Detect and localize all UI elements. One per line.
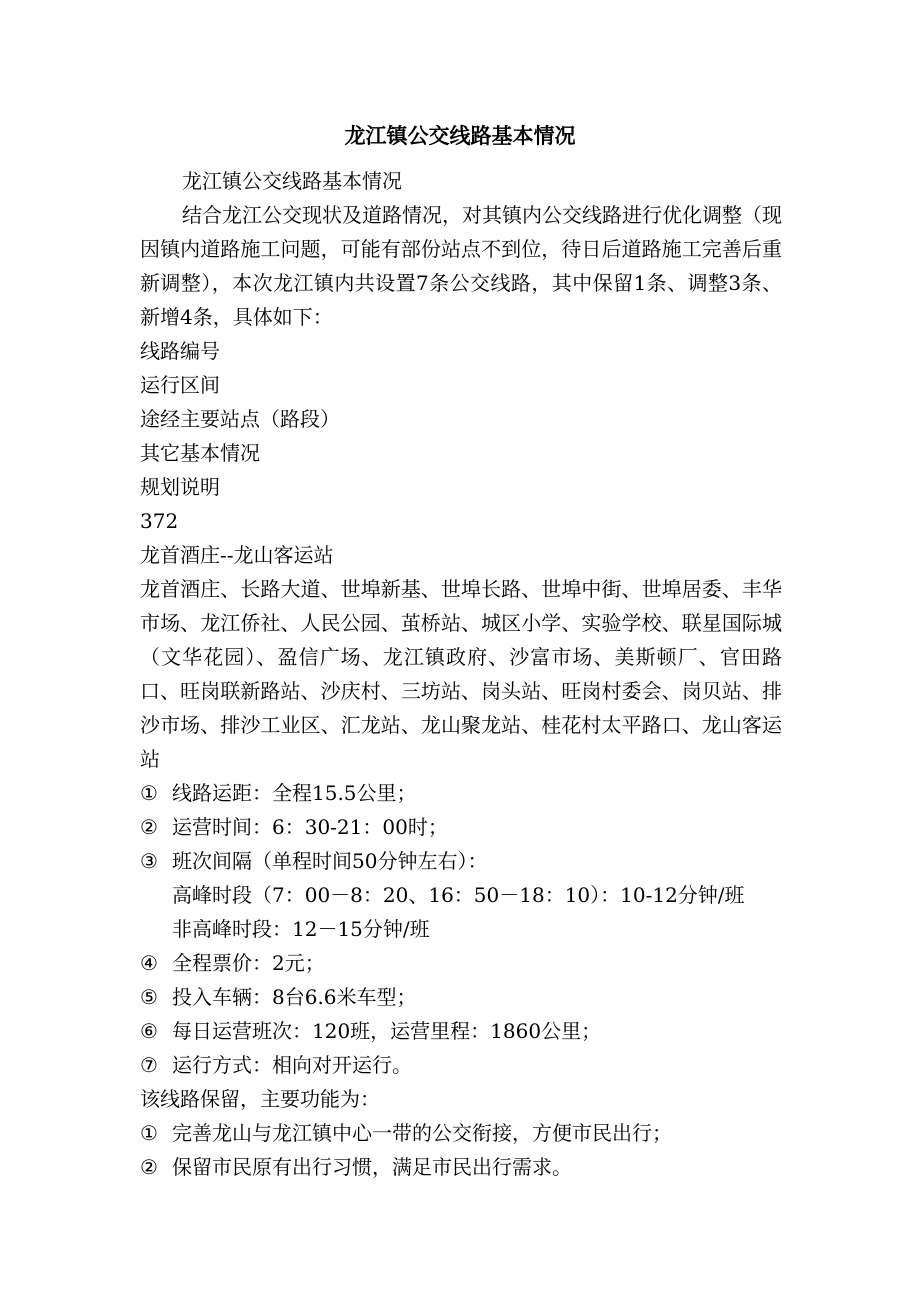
header-plan: 规划说明 <box>140 475 220 499</box>
plan-item <box>140 1116 782 1150</box>
plan-marker: ② <box>140 1155 158 1179</box>
header-stops: 途经主要站点（路段） <box>140 407 340 431</box>
detail-marker: ③ <box>140 849 158 873</box>
route-number: 372 <box>140 509 179 533</box>
detail-marker: ⑥ <box>140 1019 158 1043</box>
detail-item <box>140 776 782 810</box>
detail-text: 运营时间：6：30-21：00时； <box>172 815 448 839</box>
intro-paragraph: 结合龙江公交现状及道路情况，对其镇内公交线路进行优化调整（现因镇内道路施工问题，可能有部份站点不到位，待日后道路施工完善后重新调整），本次龙江镇内共设置7条公交线路，其中保留1条、调整3条、新增4条，具体如下： <box>140 203 782 329</box>
detail-item <box>140 810 782 844</box>
document-body <box>140 164 782 1184</box>
offpeak-interval: 非高峰时段：12－15分钟/班 <box>172 917 430 941</box>
detail-item <box>140 946 782 980</box>
route-interval: 龙首酒庄--龙山客运站 <box>140 543 334 567</box>
header-other-info: 其它基本情况 <box>140 441 260 465</box>
plan-item <box>140 1150 782 1184</box>
detail-text: 班次间隔（单程时间50分钟左右）： <box>172 849 488 873</box>
header-route-number: 线路编号 <box>140 339 220 363</box>
header-interval: 运行区间 <box>140 373 220 397</box>
detail-item <box>140 1014 782 1048</box>
peak-interval: 高峰时段（7：00－8：20、16：50－18：10）：10-12分钟/班 <box>172 883 745 907</box>
detail-text: 运行方式：相向对开运行。 <box>172 1053 412 1077</box>
route-stops: 龙首酒庄、长路大道、世埠新基、世埠长路、世埠中街、世埠居委、丰华市场、龙江侨社、人民公园、茧桥站、城区小学、实验学校、联星国际城（文华花园）、盈信广场、龙江镇政府、沙富市场、美斯顿厂、官田路口、旺岗联新路站、沙庆村、三坊站、岗头站、旺岗村委会、岗贝站、排沙市场、排沙工业区、汇龙站、龙山聚龙站、桂花村太平路口、龙山客运站 <box>140 577 782 771</box>
detail-text: 全程票价：2元； <box>172 951 325 975</box>
document-title: 龙江镇公交线路基本情况 <box>344 123 576 148</box>
plan-text: 保留市民原有出行习惯，满足市民出行需求。 <box>172 1155 572 1179</box>
detail-text: 每日运营班次：120班，运营里程：1860公里； <box>172 1019 602 1043</box>
plan-text: 完善龙山与龙江镇中心一带的公交衔接，方便市民出行； <box>172 1121 672 1145</box>
detail-marker: ① <box>140 781 158 805</box>
detail-marker: ② <box>140 815 158 839</box>
subtitle: 龙江镇公交线路基本情况 <box>182 169 402 193</box>
detail-text: 线路运距：全程15.5公里； <box>172 781 417 805</box>
detail-item <box>140 1048 782 1082</box>
detail-marker: ④ <box>140 951 158 975</box>
detail-marker: ⑦ <box>140 1053 158 1077</box>
detail-item <box>140 980 782 1014</box>
detail-marker: ⑤ <box>140 985 158 1009</box>
detail-text: 投入车辆：8台6.6米车型； <box>172 985 417 1009</box>
plan-marker: ① <box>140 1121 158 1145</box>
detail-item <box>140 844 782 878</box>
plan-heading: 该线路保留，主要功能为： <box>140 1087 380 1111</box>
